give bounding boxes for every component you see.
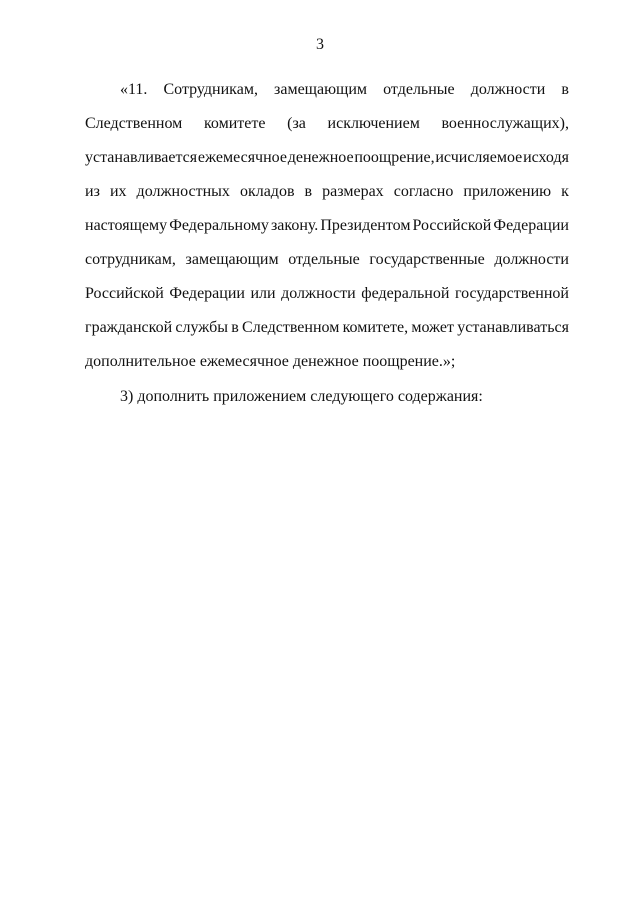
word: устанавливается	[85, 149, 198, 166]
word: Федерации	[493, 217, 569, 234]
word: должности	[494, 251, 569, 268]
word: должностных	[136, 183, 230, 200]
paragraph-11	[85, 73, 569, 379]
paragraph-line	[85, 73, 569, 107]
word: Следственном	[242, 319, 340, 336]
word: закону.	[270, 217, 319, 234]
word: государственной	[454, 285, 569, 302]
word: исключением	[327, 115, 420, 132]
paragraph-line	[85, 107, 569, 141]
word: исчисляемое	[435, 149, 523, 166]
word: сотрудникам,	[85, 251, 176, 268]
paragraph-line	[85, 277, 569, 311]
word: к	[561, 183, 569, 200]
word: в	[304, 183, 313, 200]
word: окладов	[239, 183, 295, 200]
word: Сотрудникам,	[163, 81, 258, 98]
word: «11.	[120, 81, 148, 98]
word: из	[85, 183, 100, 200]
paragraph-line	[85, 311, 569, 345]
word: Российской	[412, 217, 492, 234]
word: должности	[281, 285, 356, 302]
word: в	[561, 81, 569, 98]
word: денежное	[287, 149, 354, 166]
word: их	[109, 183, 127, 200]
word: замещающим	[274, 81, 368, 98]
word: замещающим	[185, 251, 279, 268]
word: устанавливаться	[457, 319, 569, 336]
word: гражданской	[85, 319, 173, 336]
word: размерах	[322, 183, 384, 200]
word: службы	[175, 319, 228, 336]
word: в	[231, 319, 239, 336]
page-number: 3	[316, 36, 324, 53]
item-3: 3) дополнить приложением следующего содержания:	[120, 388, 483, 405]
word: Федерации	[169, 285, 245, 302]
word: комитете,	[342, 319, 409, 336]
word: Президентом	[320, 217, 411, 234]
word: государственные	[369, 251, 485, 268]
word: согласно	[393, 183, 454, 200]
word: (за	[287, 115, 306, 132]
word: должности	[470, 81, 546, 98]
paragraph-line: дополнительное ежемесячное денежное поощрение.»;	[85, 353, 456, 370]
word: поощрение,	[354, 149, 435, 166]
paragraph-line	[85, 209, 569, 243]
word: комитете	[203, 115, 266, 132]
paragraph-line	[85, 141, 569, 175]
word: Следственном	[85, 115, 183, 132]
word: исходя	[523, 149, 569, 166]
paragraph-line	[85, 175, 569, 209]
word: приложению	[463, 183, 552, 200]
word: военнослужащих),	[441, 115, 569, 132]
word: ежемесячное	[197, 149, 287, 166]
paragraph-line	[85, 243, 569, 277]
word: отдельные	[288, 251, 360, 268]
word: Российской	[85, 285, 164, 302]
word: Федеральному	[169, 217, 269, 234]
word: или	[250, 285, 276, 302]
word: отдельные	[383, 81, 455, 98]
word: может	[411, 319, 454, 336]
word: настоящему	[85, 217, 168, 234]
word: федеральной	[361, 285, 450, 302]
